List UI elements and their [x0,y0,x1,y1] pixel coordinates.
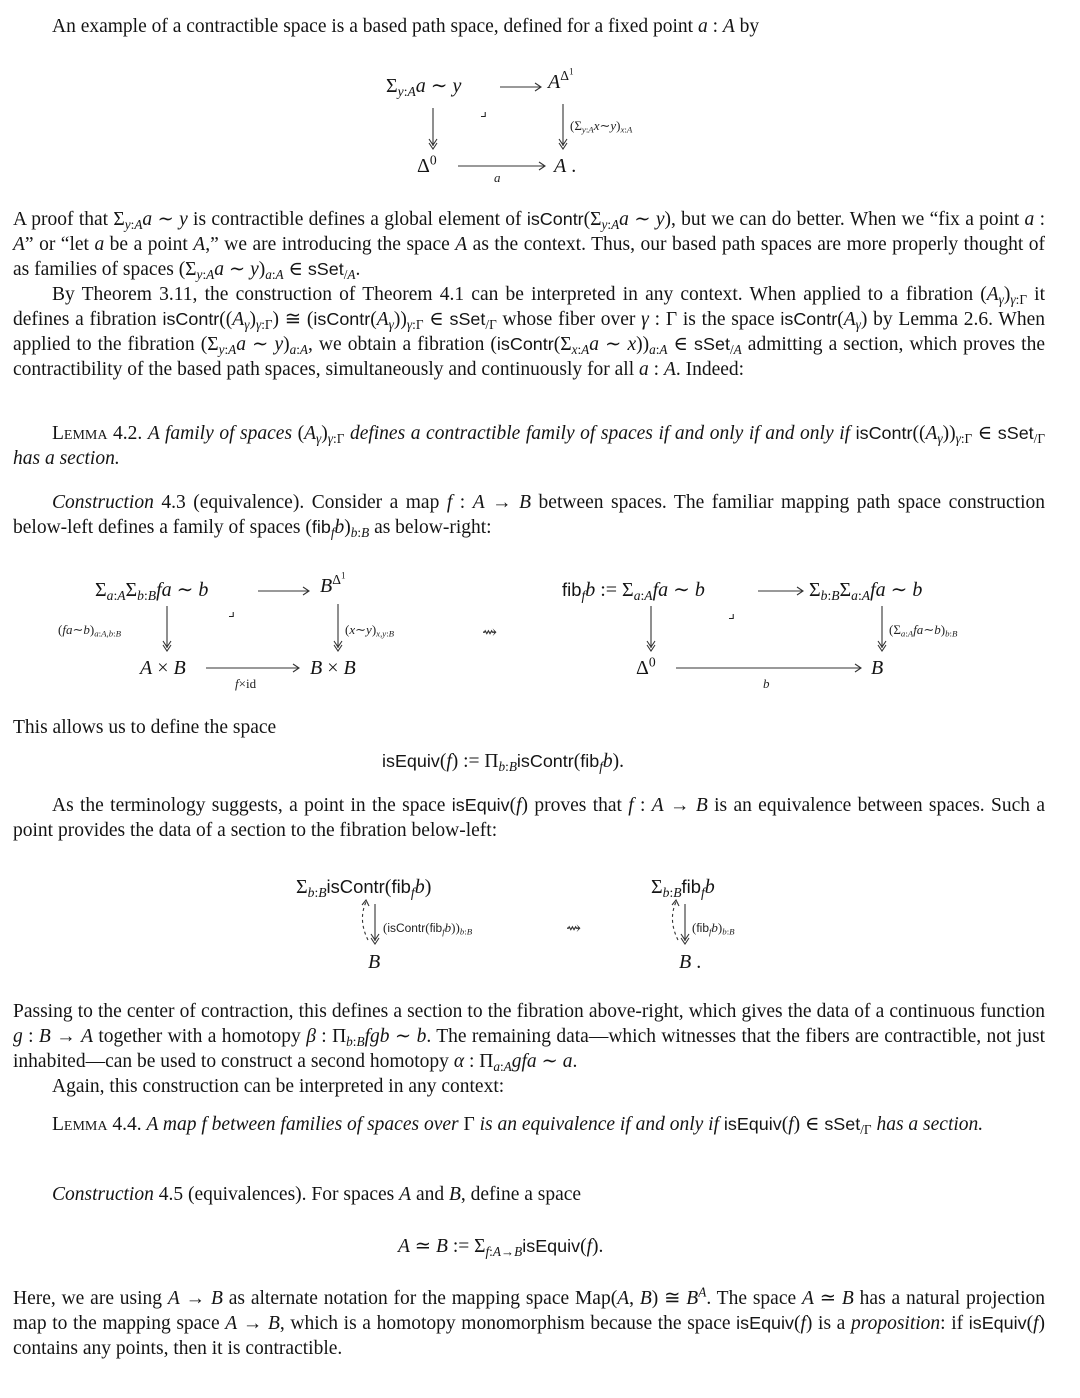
equivalence-definition: A ≃ B := $\Sigma_{f:A\to B}isEquiv(f)$. [398,1236,604,1259]
diagram2-left-label: $(fa\sim b)_{a:A,b:B}$ [58,622,121,639]
diagram5-label: $(fib_fb)_{b:B}$ [692,920,735,937]
diagram2-bottom-left: A × B [140,657,186,679]
again-paragraph: Again, this construction can be interpreted in any context: [52,1076,505,1097]
diagram3-right-label: $(\Sigma_{a:A}fa\sim b)_{b:B}$ [889,622,958,639]
diagram4-top: $\Sigma_{b:B}isContr(fib_fb)$ [296,876,432,901]
lemma-4-2: Lemma 4.2. A family of spaces $(A_\gamma)_{\gamma:\Gamma}$ defines a contractible family of spaces if and only if and only if $isContr((A_\gamma))_{\gamma:\Gamma}$ ∈ sSet$_{/\Gamma}$ has a section. [13,423,1046,469]
diagram4-label: $(isContr(fib_fb))_{b:B}$ [383,920,473,937]
construction-4-5: Construction 4.5 (equivalences). For spaces A and B, define a space [52,1184,582,1205]
isequiv-definition: isEquiv(f) := $\Pi_{b:B}isContr(fib_fb)$. [382,751,624,774]
terminology-paragraph: As the terminology suggests, a point in the space isEquiv(f) proves that f : A → B is an equivalence between spaces. Such a point provides the data of a section to the fibration below-left: [13,795,1046,841]
pullback-corner-icon: ⌟ [228,604,236,620]
diagram5-bottom: B . [679,951,702,973]
intro-paragraph: An example of a contractible space is a based path space, defined for a fixed point a : A by [52,16,760,37]
squiggle-arrow-icon: ⇝ [482,622,498,642]
diagram2-bottom-label: f×id [235,676,257,691]
diagram1-bottom-left: $\Delta^0$ [417,152,437,177]
dashed-section-arrow [672,902,678,940]
diagram1-top-right: $A^{\Delta^1}$ [548,66,574,93]
diagram3-bottom-right: B [871,657,884,679]
squiggle-arrow-icon: ⇝ [566,918,582,938]
passing-paragraph: Passing to the center of contraction, this defines a section to the fibration above-right, which gives the data of a continuous function g : B → A together with a homotopy β : $\Pi_{b:B}fgb$ ∼ b. The remaining data—which witnesses that the fibers are contractible, not just inhabited—can be used to construct a second homotopy α : $\Pi_{a:A}gfa$ ∼ a. [13,1001,1045,1074]
diagram2-top-left: $\Sigma_{a:A}\Sigma_{b:B}fa$ ∼ b [95,579,209,604]
define-space-paragraph: This allows us to define the space [13,717,277,738]
diagram4-bottom: B [368,951,381,973]
construction-4-3: Construction 4.3 (equivalence). Consider a map f : A → B between spaces. The familiar mapping path space construction below-left defines a family of spaces $(fib_fb)_{b:B}$ as below-right: [13,492,1045,540]
lemma-4-4: Lemma 4.4. A map f between families of spaces over Γ is an equivalence if and only if isEquiv(f) ∈ sSet$_{/\Gamma}$ has a section. [52,1114,984,1137]
diagram1-bottom-right: A . [554,155,577,177]
pullback-corner-icon: ⌟ [728,606,736,622]
diagram3-top-right: $\Sigma_{b:B}\Sigma_{a:A}fa$ ∼ b [809,579,923,604]
diagram5-top: $\Sigma_{b:B}fib_fb$ [651,876,715,901]
diagram3-top-left: fib$_f$b := $\Sigma_{a:A}fa$ ∼ b [562,579,705,604]
here-paragraph: Here, we are using A → B as alternate notation for the mapping space Map(A, B) ≅ $B^A$. The space A ≃ B has a natural projection map to the mapping space A → B, which is a homotopy monomorphism because the space isEquiv(f) is a proposition: if isEquiv(f) contains any points, then it is contractible. [13,1284,1046,1359]
diagram3-bottom-label: b [763,676,770,691]
diagram3-bottom-left: $\Delta^0$ [636,654,656,679]
proof-paragraph: A proof that $\Sigma_{y:A}a$ ∼ y is contractible defines a global element of $isContr(\Sigma_{y:A}a$ ∼ y), but we can do better. When we “fix a point a : A” or “let a be a point A,” we are introducing the space A as the context. Thus, our based path spaces are more properly thought of as families of spaces ($\Sigma_{y:A}a$ ∼ $y)_{a:A}$ ∈ sSet$_{/A}$. [13,209,1046,282]
diagram2-top-right: $B^{\Delta^1}$ [320,570,346,597]
theorem-paragraph: By Theorem 3.11, the construction of Theorem 4.1 can be interpreted in any context. When applied to a fibration $(A_\gamma)_{\gamma:\Gamma}$ it defines a fibration $isContr((A_\gamma)_{\gamma:\Gamma})$ ≅ $(isContr(A_\gamma))_{\gamma:\Gamma}$ ∈ sSet$_{/\Gamma}$ whose fiber over γ : Γ is the space $isContr(A_\gamma)$ by Lemma 2.6. When applied to the fibration ($\Sigma_{y:A}a$ ∼ $y)_{a:A}$, we obtain a fibration ($isContr(\Sigma_{x:A}a$ ∼ $x))_{a:A}$ ∈ sSet$_{/A}$ admitting a section, which proves the contractibility of the based path spaces, simultaneously and continuously for all a : A. Indeed: [13,284,1046,380]
diagram1-top-left: $\Sigma_{y:A}a$ ∼ y [386,75,462,100]
diagram2-bottom-right: B × B [310,657,356,679]
pullback-corner-icon: ⌟ [480,104,488,120]
diagram1-right-label: $(\Sigma_{y:A}x\sim y)_{x:A}$ [570,118,633,135]
diagram1-bottom-label: a [494,170,501,185]
diagram2-right-label: $(x\sim y)_{x,y:B}$ [345,622,395,639]
